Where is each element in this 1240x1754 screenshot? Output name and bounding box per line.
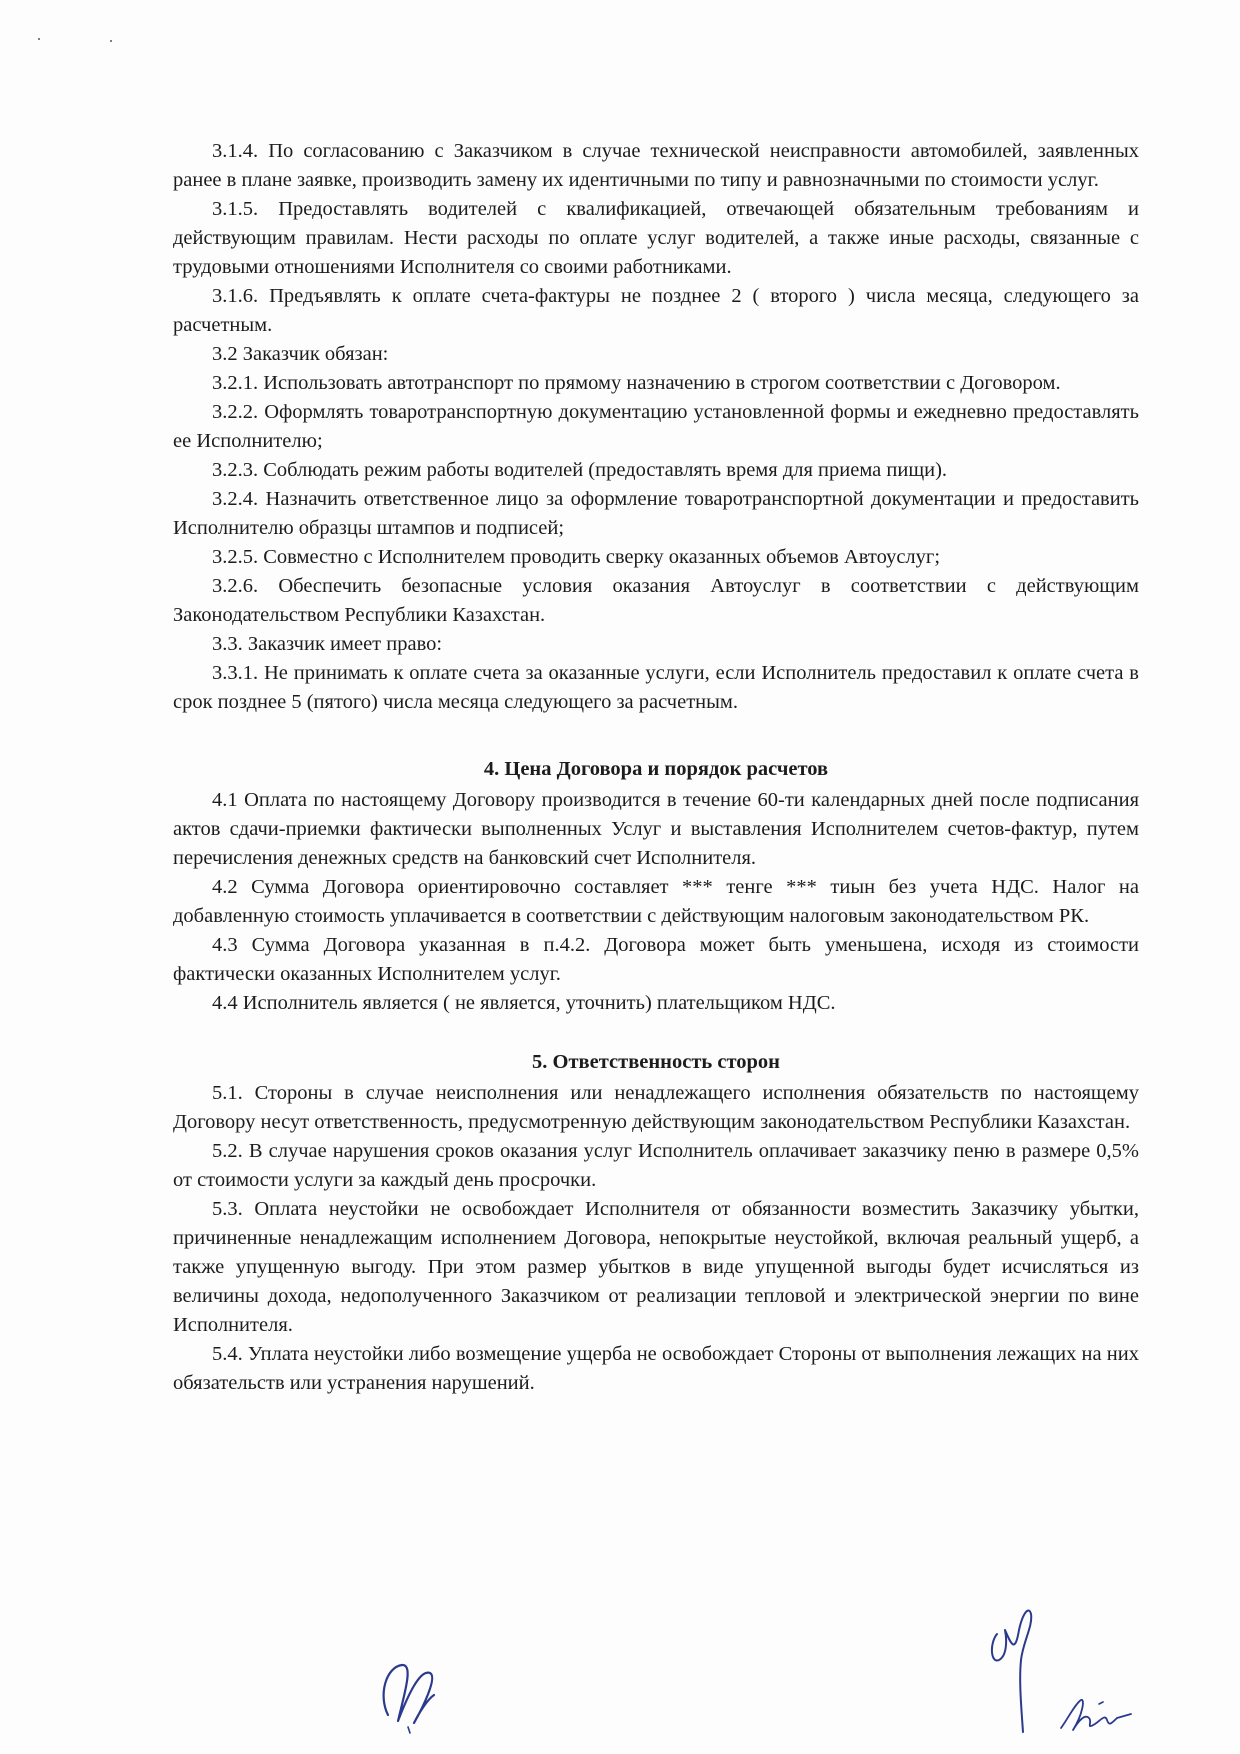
clause-4-4: 4.4 Исполнитель является ( не является, уточнить) плательщиком НДС. (212, 992, 836, 1014)
clause-4-3: 4.3 Сумма Договора указанная в п.4.2. Договора может быть уменьшена, исходя из стоимости фактически оказанных Исполнителем услуг. (173, 934, 1139, 985)
clause-3-2: 3.2 Заказчик обязан: (212, 343, 389, 365)
section-spacer (173, 717, 1139, 755)
clause-3-2-6: 3.2.6. Обеспечить безопасные условия оказания Автоуслуг в соответствии с действующим Законодательством Республики Казахстан. (173, 575, 1139, 626)
section-5-heading: 5. Ответственность сторон (532, 1051, 780, 1073)
scan-speck (38, 38, 40, 40)
clause-3-2-1: 3.2.1. Использовать автотранспорт по прямому назначению в строгом соответствии с Договором. (212, 372, 1061, 394)
clause-5-3: 5.3. Оплата неустойки не освобождает Исполнителя от обязанности возместить Заказчику убытки, причиненные ненадлежащим исполнением Договора, непокрытые неустойкой, включая реальный ущерб, а также упущенную выгоду. При этом размер убытков в виде упущенной выгоды будет исчисляться из величины дохода, недополученного Заказчиком от реализации тепловой и электрической энергии по вине Исполнителя. (173, 1198, 1139, 1336)
scan-speck (110, 40, 112, 42)
clause-3-3: 3.3. Заказчик имеет право: (212, 633, 443, 655)
section-4-heading: 4. Цена Договора и порядок расчетов (483, 758, 829, 780)
clause-3-2-3: 3.2.3. Соблюдать режим работы водителей (предоставлять время для приема пищи). (212, 459, 948, 481)
clause-5-1: 5.1. Стороны в случае неисполнения или ненадлежащего исполнения обязательств по настоящему Договору несут ответственность, предусмотренную действующим законодательством Республики Казахстан. (173, 1082, 1139, 1133)
clause-3-3-1: 3.3.1. Не принимать к оплате счета за оказанные услуги, если Исполнитель предоставил к оплате счета в срок позднее 5 (пятого) числа месяца следующего за расчетным. (173, 662, 1139, 713)
clause-3-2-5: 3.2.5. Совместно с Исполнителем проводить сверку оказанных объемов Автоуслуг; (212, 546, 941, 568)
clause-5-4: 5.4. Уплата неустойки либо возмещение ущерба не освобождает Стороны от выполнения лежащих на них обязательств или устранения нарушений. (173, 1343, 1139, 1394)
section-spacer (173, 1018, 1139, 1048)
clause-3-2-4: 3.2.4. Назначить ответственное лицо за оформление товаротранспортной документации и предоставить Исполнителю образцы штампов и подписей; (173, 488, 1139, 539)
signature-scribble-right (1055, 1690, 1135, 1740)
clause-5-2: 5.2. В случае нарушения сроков оказания услуг Исполнитель оплачивает заказчику пеню в размере 0,5% от стоимости услуги за каждый день просрочки. (173, 1140, 1139, 1191)
clause-4-1: 4.1 Оплата по настоящему Договору производится в течение 60-ти календарных дней после подписания актов сдачи-приемки фактически выполненных Услуг и выставления Исполнителем счетов-фактур, путем перечисления денежных средств на банковский счет Исполнителя. (173, 789, 1139, 869)
document-body (173, 137, 1139, 1398)
clause-4-2: 4.2 Сумма Договора ориентировочно составляет *** тенге *** тиын без учета НДС. Налог на добавленную стоимость уплачивается в соответствии с действующим налоговым законодательством РК. (173, 876, 1139, 927)
clause-3-1-5: 3.1.5. Предоставлять водителей с квалификацией, отвечающей обязательным требованиям и действующим правилам. Нести расходы по оплате услуг водителей, а также иные расходы, связанные с трудовыми отношениями Исполнителя со своими работниками. (173, 198, 1139, 278)
signature-initials-left (368, 1655, 448, 1735)
clause-3-1-4: 3.1.4. По согласованию с Заказчиком в случае технической неисправности автомобилей, заявленных ранее в плане заявке, производить замену их идентичными по типу и равнозначными по стоимости услуг. (173, 140, 1139, 191)
clause-3-2-2: 3.2.2. Оформлять товаротранспортную документацию установленной формы и ежедневно предоставлять ее Исполнителю; (173, 401, 1139, 452)
signature-initials-right (985, 1600, 1045, 1740)
clause-3-1-6: 3.1.6. Предъявлять к оплате счета-фактуры не позднее 2 ( второго ) числа месяца, следующего за расчетным. (173, 285, 1139, 336)
